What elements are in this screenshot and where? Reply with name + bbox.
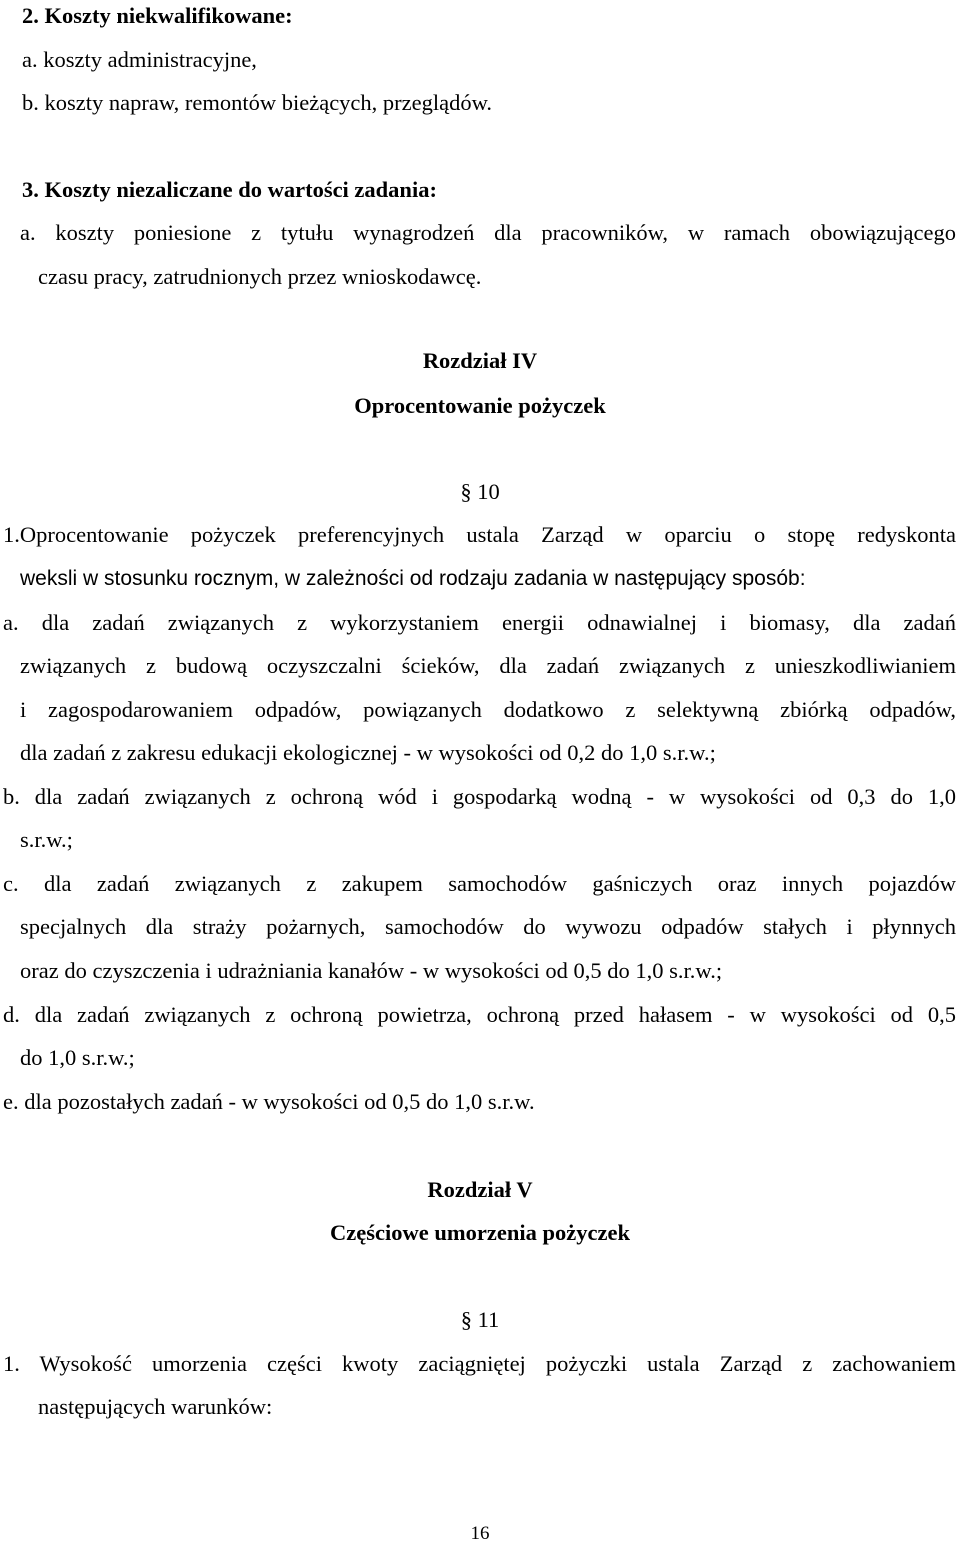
section-2-heading: 2. Koszty niekwalifikowane:	[22, 3, 293, 28]
item-a-line-4: dla zadań z zakresu edukacji ekologicznej - w wysokości od 0,2 do 1,0 s.r.w.;	[20, 740, 716, 765]
paragraph-10-text-line-1: 1.Oprocentowanie pożyczek preferencyjnych ustala Zarząd w oparciu o stopę redyskonta	[3, 522, 956, 547]
section-2-item-a: a. koszty administracyjne,	[22, 47, 257, 72]
section-3-item-a-line-1: a. koszty poniesione z tytułu wynagrodzeń dla pracowników, w ramach obowiązującego	[20, 220, 956, 245]
paragraph-11-text-line-2: następujących warunków:	[38, 1394, 273, 1419]
chapter-4-subtitle: Oprocentowanie pożyczek	[354, 393, 606, 418]
item-b-line-2: s.r.w.;	[20, 827, 73, 852]
item-a-line-3: i zagospodarowaniem odpadów, powiązanych dodatkowo z selektywną zbiórką odpadów,	[20, 697, 956, 722]
chapter-4-title: Rozdział IV	[422, 348, 538, 373]
item-c-line-3: oraz do czyszczenia i udrażniania kanałów - w wysokości od 0,5 do 1,0 s.r.w.;	[20, 958, 723, 983]
item-c-line-2: specjalnych dla straży pożarnych, samochodów do wywozu odpadów stałych i płynnych	[20, 914, 956, 939]
item-c-line-1: c. dla zadań związanych z zakupem samochodów gaśniczych oraz innych pojazdów	[3, 871, 956, 896]
paragraph-11-mark: § 11	[460, 1307, 500, 1332]
section-3-heading: 3. Koszty niezaliczane do wartości zadania:	[22, 177, 437, 202]
chapter-5-title: Rozdział V	[427, 1177, 533, 1202]
section-2-item-b: b. koszty napraw, remontów bieżących, przeglądów.	[22, 90, 493, 115]
section-3-item-a-line-2: czasu pracy, zatrudnionych przez wnioskodawcę.	[38, 264, 482, 289]
item-b-line-1: b. dla zadań związanych z ochroną wód i gospodarką wodną - w wysokości od 0,3 do 1,0	[3, 784, 956, 809]
page-number: 16	[470, 1523, 490, 1544]
paragraph-10-mark: § 10	[460, 479, 500, 504]
paragraph-11-text-line-1: 1. Wysokość umorzenia części kwoty zaciągniętej pożyczki ustala Zarząd z zachowaniem	[3, 1351, 956, 1376]
item-e-line-1: e. dla pozostałych zadań - w wysokości od 0,5 do 1,0 s.r.w.	[3, 1089, 535, 1114]
item-d-line-2: do 1,0 s.r.w.;	[20, 1045, 135, 1070]
item-d-line-1: d. dla zadań związanych z ochroną powietrza, ochroną przed hałasem - w wysokości od 0,5	[3, 1002, 956, 1027]
item-a-line-2: związanych z budową oczyszczalni ścieków, dla zadań związanych z unieszkodliwianiem	[20, 653, 956, 678]
item-a-line-1: a. dla zadań związanych z wykorzystaniem energii odnawialnej i biomasy, dla zadań	[3, 610, 956, 635]
paragraph-10-text-line-2: weksli w stosunku rocznym, w zależności od rodzaju zadania w następujący sposób:	[20, 567, 806, 590]
chapter-5-subtitle: Częściowe umorzenia pożyczek	[330, 1220, 630, 1245]
